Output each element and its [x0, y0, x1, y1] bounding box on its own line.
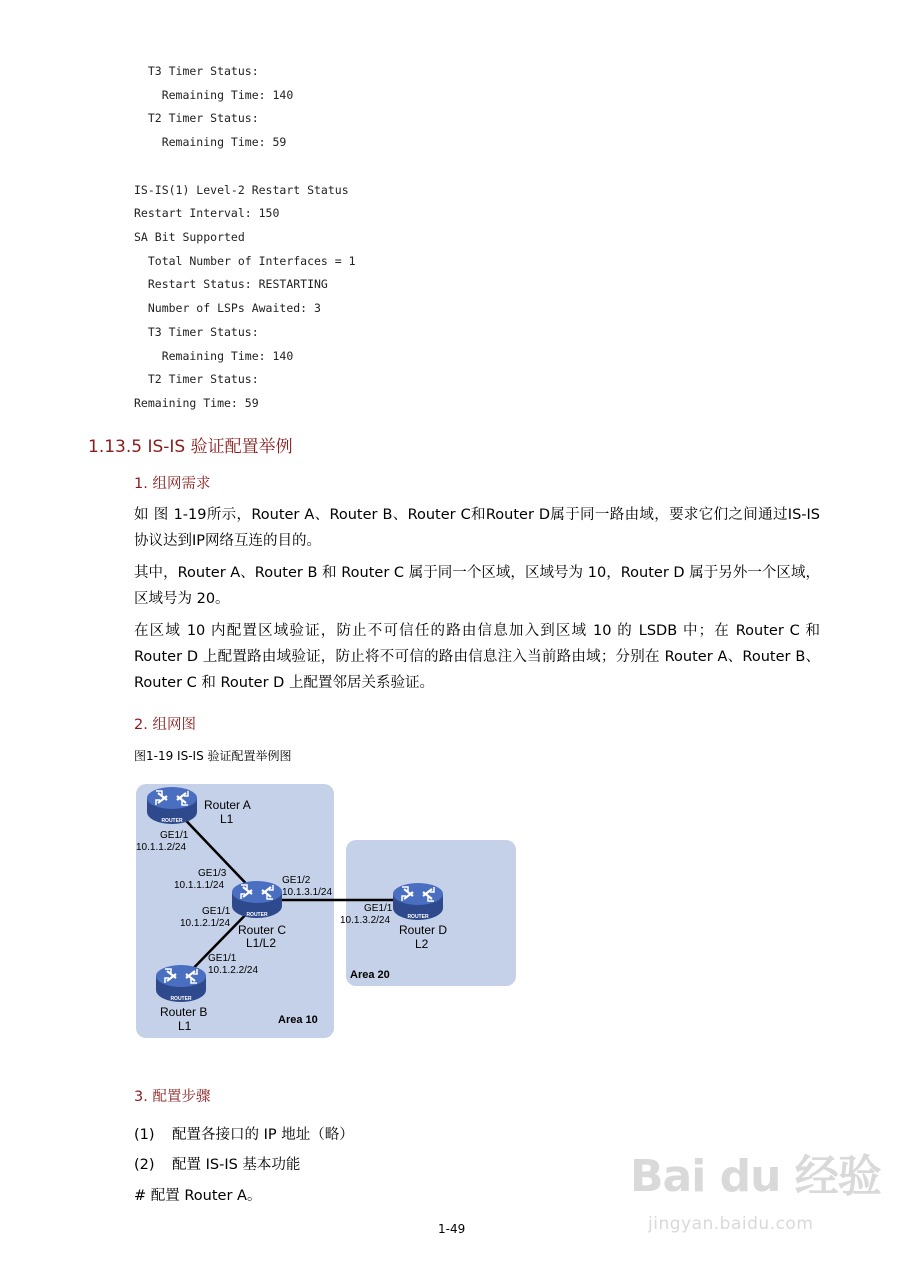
code-line: IS-IS(1) Level-2 Restart Status	[134, 183, 349, 197]
code-line: Remaining Time: 140	[134, 349, 294, 363]
watermark-logo: Bai du 经验	[630, 1151, 881, 1202]
router-a-if-name: GE1/1	[160, 830, 189, 841]
code-line: T2 Timer Status:	[134, 111, 259, 125]
router-c-icon-label: ROUTER	[246, 912, 268, 918]
router-c-level: L1/L2	[246, 936, 277, 950]
router-a-name: Router A	[204, 798, 251, 812]
code-line: Remaining Time: 59	[134, 135, 287, 149]
router-c-name: Router C	[238, 923, 287, 937]
config-note: # 配置 Router A。	[134, 1188, 262, 1204]
router-b-icon-label: ROUTER	[170, 996, 192, 1002]
router-c-if-b-ip: 10.1.2.1/24	[180, 918, 231, 929]
router-d-icon-label: ROUTER	[407, 914, 429, 920]
router-d-name: Router D	[399, 923, 448, 937]
router-a-if-ip: 10.1.1.2/24	[136, 842, 187, 853]
router-b-if-ip: 10.1.2.2/24	[208, 965, 259, 976]
paragraph-areas: 其中，Router A、Router B 和 Router C 属于同一个区域，区域号为 10，Router D 属于另外一个区域，区域号为 20。	[134, 565, 820, 607]
router-b-if-name: GE1/1	[208, 953, 237, 964]
code-line: Number of LSPs Awaited: 3	[134, 301, 321, 315]
code-line: T3 Timer Status:	[134, 64, 259, 78]
router-b-name: Router B	[160, 1005, 208, 1019]
router-a-level: L1	[220, 812, 234, 826]
router-c-if-a-name: GE1/3	[198, 868, 227, 879]
code-line: Restart Interval: 150	[134, 206, 280, 220]
code-line: Remaining Time: 59	[134, 396, 259, 410]
code-line: T2 Timer Status:	[134, 372, 259, 386]
router-d-level: L2	[415, 937, 429, 951]
page-number: 1-49	[438, 1222, 466, 1236]
section-heading: 1.13.5 IS-IS 验证配置举例	[88, 437, 293, 457]
router-d-if-name: GE1/1	[364, 903, 393, 914]
router-c-if-d-ip: 10.1.3.1/24	[282, 887, 333, 898]
area-10-label: Area 10	[278, 1014, 318, 1026]
paragraph-auth: 在区域 10 内配置区域验证，防止不可信任的路由信息加入到区域 10 的 LSDB 中；在 Router C 和 Router D 上配置路由域验证，防止将不可信的路由信息注入当前路由域；分别在 Router A、Router B、Router C 和 Router D 上配置邻居关系验证。	[134, 623, 820, 691]
router-c-if-a-ip: 10.1.1.1/24	[174, 880, 225, 891]
router-c-if-b-name: GE1/1	[202, 906, 231, 917]
watermark-url: jingyan.baidu.com	[648, 1214, 814, 1234]
code-line: SA Bit Supported	[134, 230, 245, 244]
step-text: 配置各接口的 IP 地址（略）	[172, 1127, 354, 1143]
subheading-diagram: 2. 组网图	[134, 717, 196, 733]
code-line: Restart Status: RESTARTING	[134, 277, 328, 291]
area-20-label: Area 20	[350, 969, 390, 981]
step-1	[134, 1123, 354, 1144]
step-number: (2)	[134, 1157, 155, 1173]
subheading-requirements: 1. 组网需求	[134, 476, 211, 492]
code-line: Total Number of Interfaces = 1	[134, 254, 356, 268]
step-2	[134, 1153, 300, 1174]
subheading-steps: 3. 配置步骤	[134, 1089, 211, 1105]
router-d-if-ip: 10.1.3.2/24	[340, 915, 391, 926]
paragraph-intro: 如 图 1-19所示，Router A、Router B、Router C和Router D属于同一路由域，要求它们之间通过IS-IS协议达到IP网络互连的目的。	[134, 507, 820, 549]
step-text: 配置 IS-IS 基本功能	[172, 1157, 301, 1173]
code-line: Remaining Time: 140	[134, 88, 294, 102]
figure-caption: 图1-19 IS-IS 验证配置举例图	[134, 749, 292, 763]
watermark	[630, 1140, 881, 1234]
code-line: T3 Timer Status:	[134, 325, 259, 339]
router-c-if-d-name: GE1/2	[282, 875, 311, 886]
network-diagram	[134, 780, 524, 1042]
router-b-level: L1	[178, 1019, 192, 1033]
step-number: (1)	[134, 1127, 155, 1143]
router-a-icon-label: ROUTER	[161, 818, 183, 824]
